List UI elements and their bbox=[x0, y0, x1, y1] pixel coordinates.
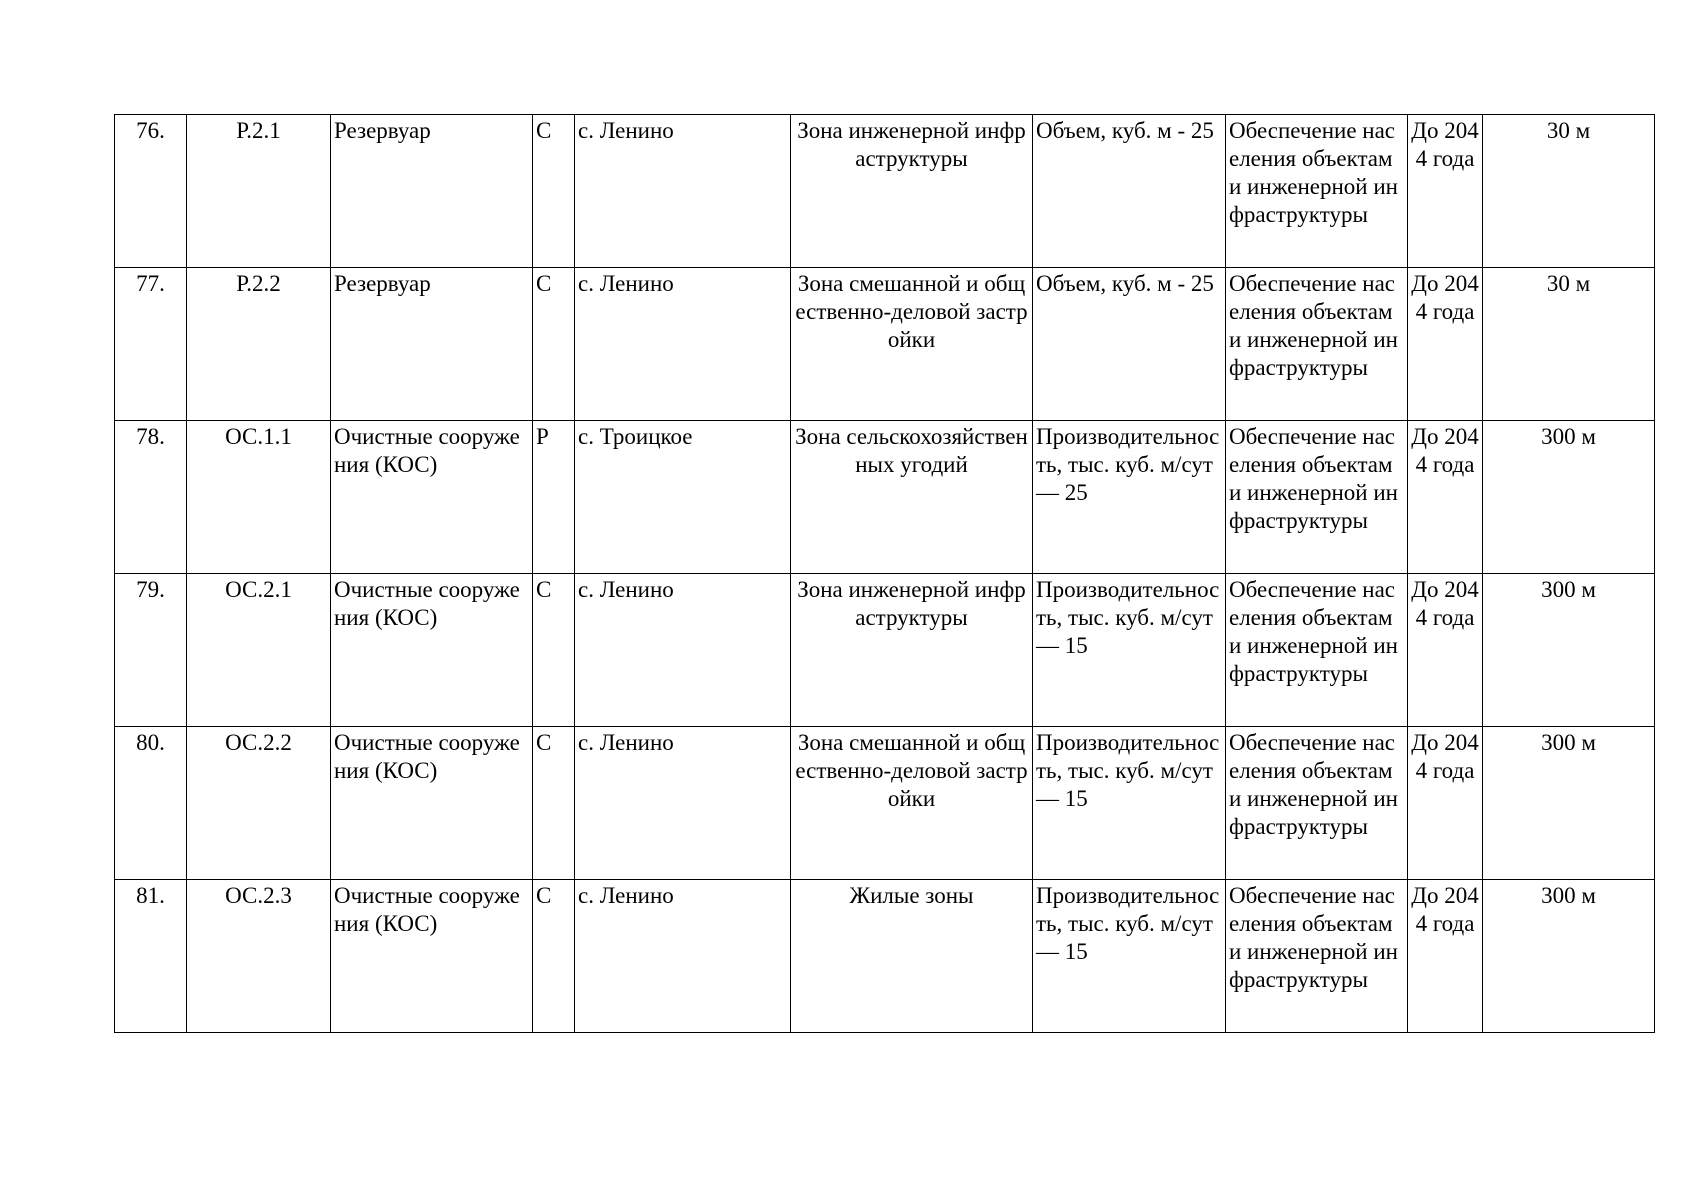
cell-location: с. Троицкое bbox=[575, 421, 791, 574]
cell-term: До 2044 года bbox=[1408, 727, 1483, 880]
cell-status: Р bbox=[533, 421, 575, 574]
cell-purpose: Обеспечение населения объектами инженерной инфраструктуры bbox=[1226, 880, 1408, 1033]
cell-zone: Зона сельскохозяйственных угодий bbox=[791, 421, 1033, 574]
cell-parameter: Производительность, тыс. куб. м/сут — 15 bbox=[1033, 880, 1226, 1033]
cell-number: 76. bbox=[115, 115, 187, 268]
cell-number: 79. bbox=[115, 574, 187, 727]
cell-term: До 2044 года bbox=[1408, 421, 1483, 574]
cell-number: 78. bbox=[115, 421, 187, 574]
table-row bbox=[115, 421, 1655, 574]
cell-object-name: Очистные сооружения (КОС) bbox=[331, 880, 533, 1033]
cell-parameter: Объем, куб. м - 25 bbox=[1033, 115, 1226, 268]
table-row bbox=[115, 115, 1655, 268]
cell-object-name: Очистные сооружения (КОС) bbox=[331, 421, 533, 574]
cell-purpose: Обеспечение населения объектами инженерной инфраструктуры bbox=[1226, 574, 1408, 727]
cell-object-name: Очистные сооружения (КОС) bbox=[331, 574, 533, 727]
cell-status: С bbox=[533, 727, 575, 880]
cell-term: До 2044 года bbox=[1408, 880, 1483, 1033]
cell-location: с. Ленино bbox=[575, 268, 791, 421]
cell-location: с. Ленино bbox=[575, 574, 791, 727]
cell-radius: 30 м bbox=[1483, 115, 1655, 268]
cell-zone: Зона смешанной и общественно-деловой застройки bbox=[791, 727, 1033, 880]
cell-purpose: Обеспечение населения объектами инженерной инфраструктуры bbox=[1226, 115, 1408, 268]
cell-status: С bbox=[533, 115, 575, 268]
cell-status: С bbox=[533, 880, 575, 1033]
cell-location: с. Ленино bbox=[575, 727, 791, 880]
cell-code: Р.2.2 bbox=[187, 268, 331, 421]
cell-term: До 2044 года bbox=[1408, 115, 1483, 268]
cell-number: 77. bbox=[115, 268, 187, 421]
cell-zone: Жилые зоны bbox=[791, 880, 1033, 1033]
cell-radius: 300 м bbox=[1483, 880, 1655, 1033]
cell-term: До 2044 года bbox=[1408, 268, 1483, 421]
cell-code: ОС.2.2 bbox=[187, 727, 331, 880]
table-row bbox=[115, 268, 1655, 421]
cell-purpose: Обеспечение населения объектами инженерной инфраструктуры bbox=[1226, 727, 1408, 880]
cell-purpose: Обеспечение населения объектами инженерной инфраструктуры bbox=[1226, 421, 1408, 574]
cell-location: с. Ленино bbox=[575, 880, 791, 1033]
cell-parameter: Производительность, тыс. куб. м/сут — 15 bbox=[1033, 574, 1226, 727]
cell-number: 81. bbox=[115, 880, 187, 1033]
table-row bbox=[115, 880, 1655, 1033]
cell-status: С bbox=[533, 574, 575, 727]
cell-code: Р.2.1 bbox=[187, 115, 331, 268]
cell-zone: Зона инженерной инфраструктуры bbox=[791, 574, 1033, 727]
cell-status: С bbox=[533, 268, 575, 421]
cell-radius: 300 м bbox=[1483, 574, 1655, 727]
cell-term: До 2044 года bbox=[1408, 574, 1483, 727]
cell-parameter: Объем, куб. м - 25 bbox=[1033, 268, 1226, 421]
table-body bbox=[115, 115, 1655, 1033]
cell-code: ОС.2.3 bbox=[187, 880, 331, 1033]
cell-radius: 300 м bbox=[1483, 421, 1655, 574]
cell-object-name: Резервуар bbox=[331, 115, 533, 268]
cell-object-name: Очистные сооружения (КОС) bbox=[331, 727, 533, 880]
cell-purpose: Обеспечение населения объектами инженерной инфраструктуры bbox=[1226, 268, 1408, 421]
cell-radius: 30 м bbox=[1483, 268, 1655, 421]
cell-number: 80. bbox=[115, 727, 187, 880]
cell-object-name: Резервуар bbox=[331, 268, 533, 421]
cell-code: ОС.2.1 bbox=[187, 574, 331, 727]
table-row bbox=[115, 574, 1655, 727]
cell-zone: Зона инженерной инфраструктуры bbox=[791, 115, 1033, 268]
cell-zone: Зона смешанной и общественно-деловой застройки bbox=[791, 268, 1033, 421]
cell-radius: 300 м bbox=[1483, 727, 1655, 880]
table-row bbox=[115, 727, 1655, 880]
objects-table bbox=[114, 114, 1655, 1033]
cell-location: с. Ленино bbox=[575, 115, 791, 268]
cell-parameter: Производительность, тыс. куб. м/сут — 15 bbox=[1033, 727, 1226, 880]
cell-parameter: Производительность, тыс. куб. м/сут — 25 bbox=[1033, 421, 1226, 574]
cell-code: ОС.1.1 bbox=[187, 421, 331, 574]
